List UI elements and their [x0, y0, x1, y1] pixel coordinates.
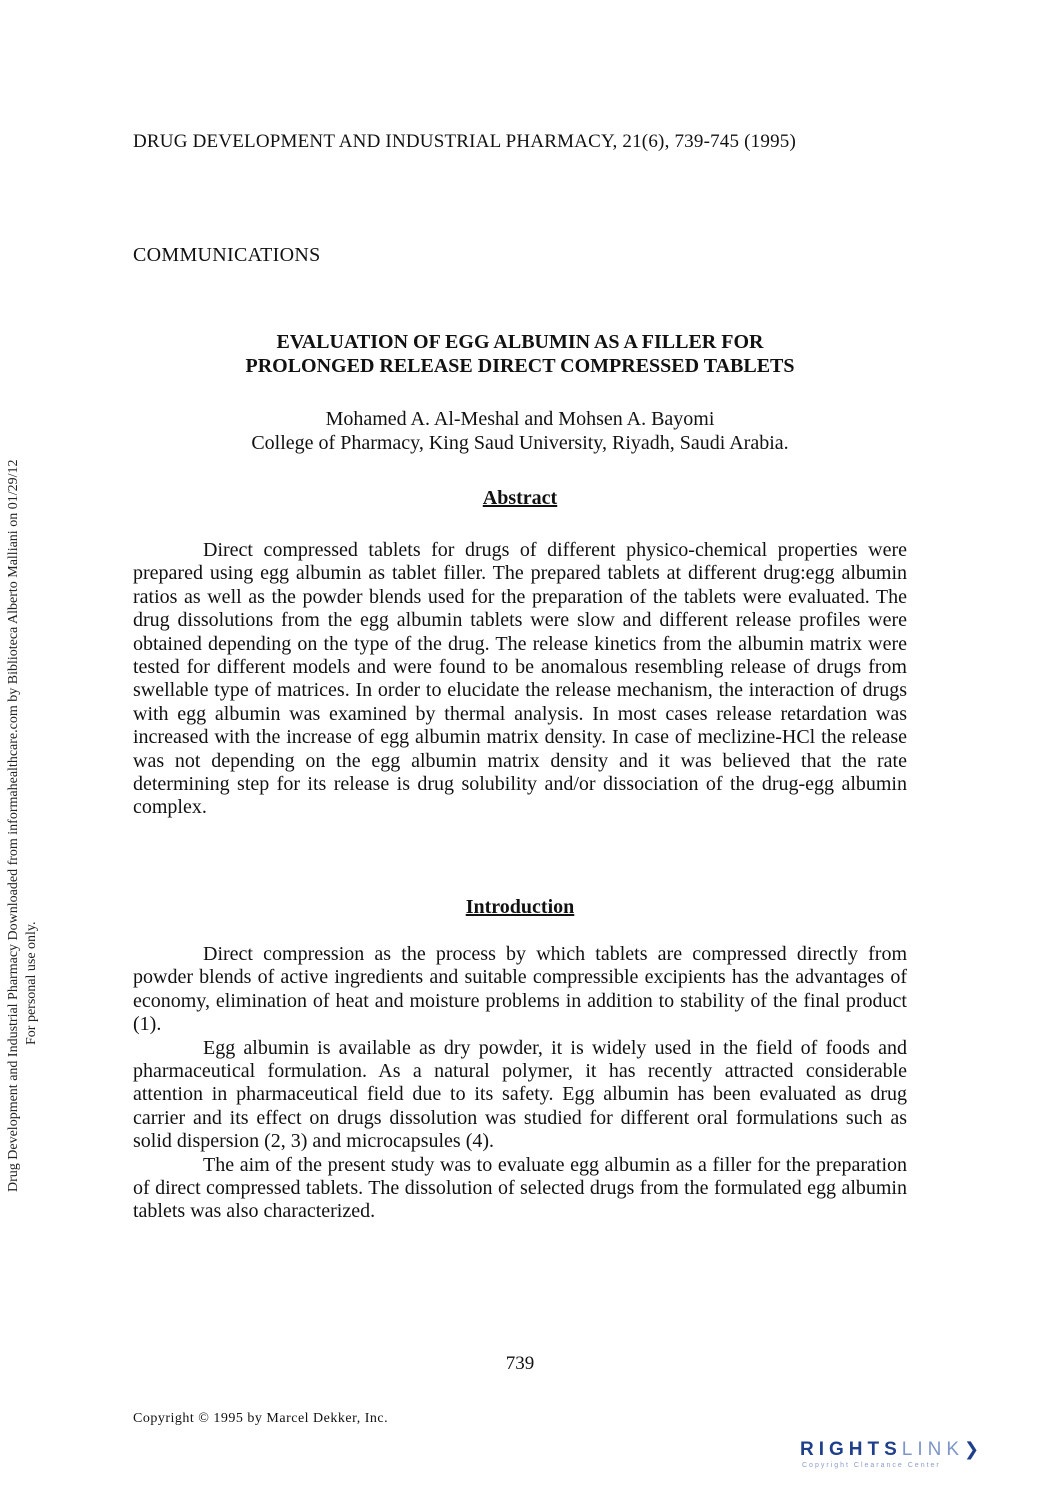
copyright-notice: Copyright © 1995 by Marcel Dekker, Inc. [133, 1411, 389, 1426]
intro-paragraph-3: The aim of the present study was to evaluate egg albumin as a filler for the preparation of direct compressed tablets. The dissolution of selected drugs from the formulated egg albumin tablets was also characterized. [133, 1153, 907, 1223]
authors: Mohamed A. Al-Meshal and Mohsen A. Bayomi [325, 408, 715, 430]
title-line-1: EVALUATION OF EGG ALBUMIN AS A FILLER FOR [276, 331, 764, 353]
rightslink-arrow-icon: ❯ [964, 1439, 985, 1459]
article-title [133, 330, 907, 378]
abstract-heading: Abstract [482, 487, 558, 509]
introduction-heading: Introduction [465, 896, 575, 918]
rightslink-bold-text: RIGHTS [800, 1439, 902, 1460]
rightslink-subtitle: Copyright Clearance Center [802, 1462, 941, 1469]
watermark-line-1: Drug Development and Industrial Pharmacy Downloaded from informahealthcare.com by Biblioteca Alberto Malliani on 01/29/12 [6, 459, 21, 1192]
section-label: COMMUNICATIONS [133, 244, 321, 266]
page-number: 739 [505, 1353, 535, 1374]
journal-header: DRUG DEVELOPMENT AND INDUSTRIAL PHARMACY, 21(6), 739-745 (1995) [133, 131, 796, 152]
intro-paragraph-2: Egg albumin is available as dry powder, it is widely used in the field of foods and pharmaceutical formulation. As a natural polymer, it has recently attracted considerable attention in pharmaceutical field due to its safety. Egg albumin has been evaluated as drug carrier and its effect on drugs dissolution was studied for different oral formulations such as solid dispersion (2, 3) and microcapsules (4). [133, 1036, 907, 1153]
title-line-2: PROLONGED RELEASE DIRECT COMPRESSED TABLETS [245, 355, 795, 377]
intro-paragraph-1: Direct compression as the process by which tablets are compressed directly from powder blends of active ingredients and suitable compressible excipients has the advantages of economy, elimination of heat and moisture problems in addition to stability of the final product (1). [133, 943, 907, 1036]
rightslink-wordmark [800, 1439, 984, 1461]
rightslink-logo[interactable] [800, 1439, 1030, 1479]
rightslink-light-text: LINK [901, 1439, 965, 1460]
watermark-line-2: For personal use only. [24, 921, 39, 1045]
abstract-paragraph: Direct compressed tablets for drugs of different physico-chemical properties were prepared using egg albumin as tablet filler. The prepared tablets at different drug:egg albumin ratios as well as the powder blends used for the preparation of the tablets were evaluated. The drug dissolutions from the egg albumin tablets were slow and different release profiles were obtained depending on the type of the drug. The release kinetics from the albumin matrix were tested for different models and were found to be anomalous resembling release of drugs from swellable type of matrices. In order to elucidate the release mechanism, the interaction of drugs with egg albumin was examined by thermal analysis. In most cases release retardation was increased with the increase of egg albumin matrix density. In case of meclizine-HCl the release was not depending on the egg albumin matrix density and it was believed that the rate determining step for its release is drug solubility and/or dissociation of the drug-egg albumin complex. [133, 539, 907, 819]
affiliation: College of Pharmacy, King Saud University, Riyadh, Saudi Arabia. [251, 432, 789, 454]
download-watermark [0, 0, 50, 1500]
abstract-body [133, 539, 907, 820]
author-block [133, 407, 907, 455]
introduction-body [133, 943, 907, 1224]
